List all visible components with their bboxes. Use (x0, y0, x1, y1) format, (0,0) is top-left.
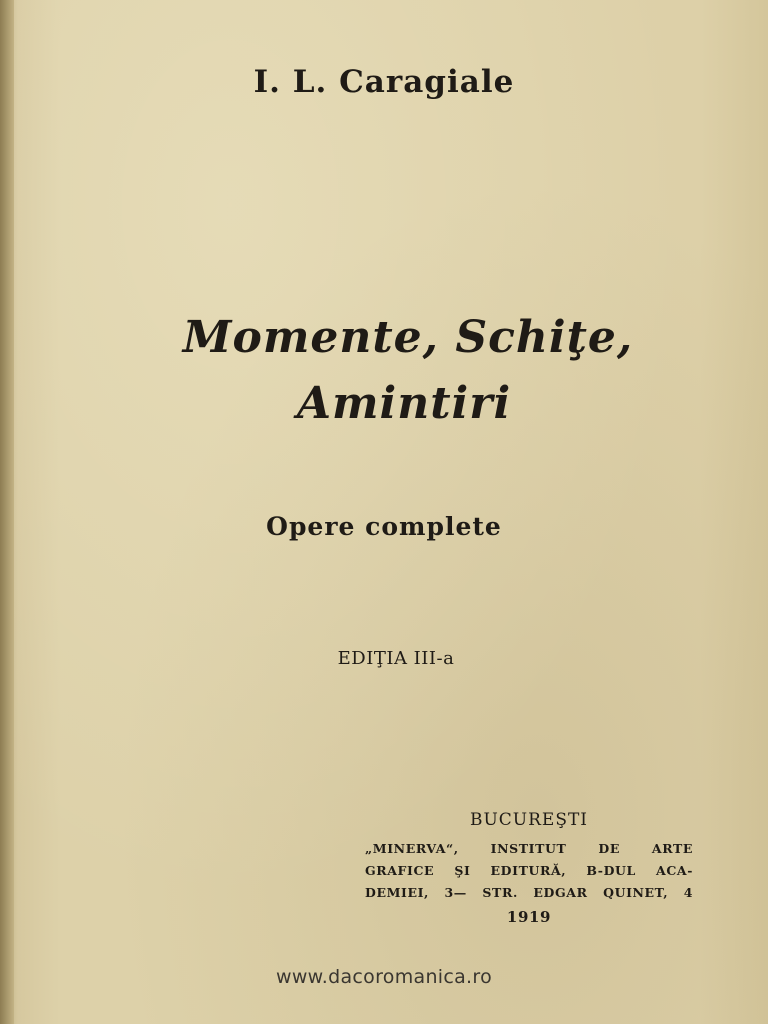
publisher-imprint (365, 810, 693, 926)
imprint-year: 1919 (506, 908, 552, 926)
imprint-publisher-line-2: GRAFICE ŞI EDITURĂ, B-DUL ACA- (365, 863, 693, 878)
imprint-publisher-line-1: „MINERVA“, INSTITUT DE ARTE (365, 841, 693, 856)
website-watermark[interactable]: www.dacoromanica.ro (275, 966, 493, 988)
book-subtitle: Opere complete (266, 512, 502, 541)
book-title-line-1: Momente, Schiţe, (182, 312, 634, 363)
imprint-publisher-line-3: DEMIEI, 3— STR. EDGAR QUINET, 4 (365, 885, 693, 900)
author-name: I. L. Caragiale (253, 64, 515, 100)
book-title-line-2: Amintiri (296, 378, 512, 429)
edition-label: EDIŢIA III-a (337, 648, 455, 669)
imprint-city: BUCUREŞTI (469, 810, 589, 830)
